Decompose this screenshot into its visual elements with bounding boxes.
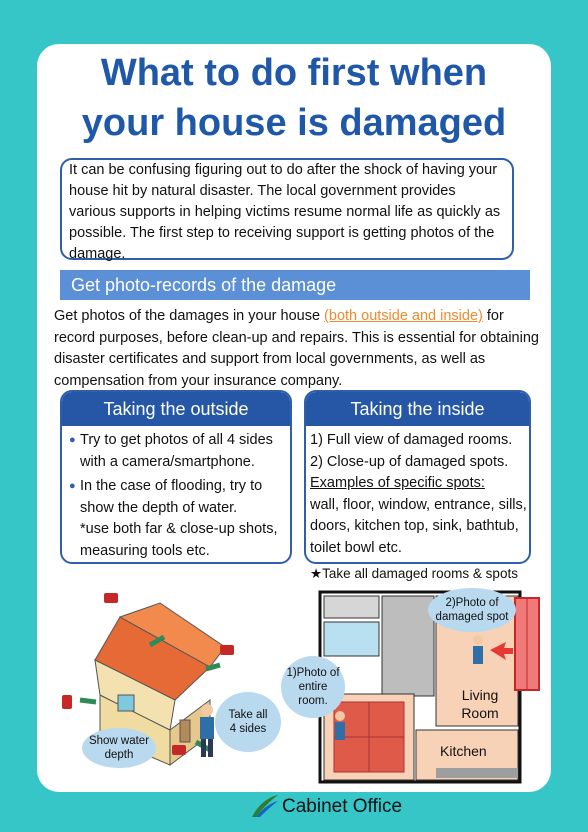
spot-line-2: damaged spot xyxy=(435,611,509,623)
inside-heading: Taking the inside xyxy=(306,392,529,426)
take-all-line-1: Take all xyxy=(228,709,268,721)
kitchen-label: Kitchen xyxy=(440,743,487,759)
entire-line-1: 1)Photo of xyxy=(286,667,340,679)
inside-box xyxy=(304,390,531,564)
inside-item-1: 1) Full view of damaged rooms. xyxy=(310,432,513,448)
paragraph-end: for record purposes, before clean-up and repairs. This is essential for obtaining disaster certificates and support from local governments, as well as compensation from your insurance company. xyxy=(54,308,539,389)
page-title xyxy=(0,48,588,148)
living-room-label xyxy=(452,686,508,722)
entire-line-2: entire xyxy=(298,681,328,693)
take-all-line-2: 4 sides xyxy=(229,723,267,735)
outside-heading: Taking the outside xyxy=(62,392,290,426)
intro-text: It can be confusing figuring out to do after the shock of having your house hit by natural disaster. The local government provides various supports in helping victims resume normal life as quickly as possible. The first step to receiving support is getting photos of the damage. xyxy=(60,158,514,260)
paragraph-highlight: (both outside and inside) xyxy=(324,308,483,324)
outside-list xyxy=(62,430,290,519)
entire-room-bubble xyxy=(281,656,345,718)
examples-label: Examples of specific spots: xyxy=(310,475,485,491)
paragraph-start: Get photos of the damages in your house xyxy=(54,308,325,324)
outside-bullet-1: ● Try to get photos of all 4 sides with a camera/smartphone. xyxy=(80,430,286,473)
spot-line-1: 2)Photo of xyxy=(445,597,499,609)
damaged-spot-bubble xyxy=(428,588,516,632)
title-line-1: What to do first when xyxy=(100,52,488,94)
section-title: Get photo-records of the damage xyxy=(60,270,530,300)
take-all-sides-bubble xyxy=(215,692,281,752)
instruction-paragraph xyxy=(54,306,544,392)
entire-line-3: room. xyxy=(298,695,328,707)
water-depth-bubble xyxy=(82,728,156,768)
examples-text: wall, floor, window, entrance, sills, doors, kitchen top, sink, bathtub, toilet bowl etc. xyxy=(310,496,527,556)
footer-org: Cabinet Office xyxy=(282,796,403,817)
living-line-1: Living xyxy=(461,687,499,703)
star-note: ★Take all damaged rooms & spots xyxy=(310,566,518,581)
water-line-1: Show water xyxy=(88,735,150,747)
water-line-2: depth xyxy=(104,749,134,761)
living-line-2: Room xyxy=(461,705,499,721)
title-line-2: your house is damaged xyxy=(81,102,507,144)
outside-bullet-2: ● In the case of flooding, try to show the depth of water. xyxy=(80,476,286,519)
outside-box xyxy=(60,390,292,564)
outside-note: *use both far & close-up shots, measuring tools etc. xyxy=(80,521,278,559)
cabinet-office-logo-icon xyxy=(250,793,280,819)
inside-item-2: 2) Close-up of damaged spots. xyxy=(310,453,509,470)
